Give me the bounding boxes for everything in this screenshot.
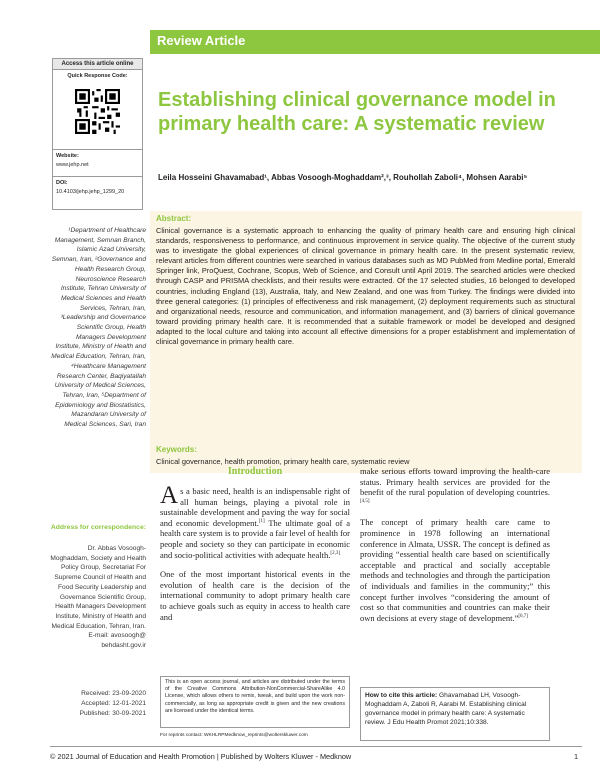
- footer-divider: [50, 746, 582, 747]
- abstract-text: Clinical governance is a systematic approach to enhancing the quality of primary health care and ensuring high clinical standards, responsiveness to performance, and continuous improvement in service quality. The objective of the current study was to investigate the global experiences of clinical governance in primary health care. In the present systematic review, relevant articles from different countries were searched in various databases such as MD PubMed from Medline portal, Emerald Springer link, ProQuest, Cochrane, Scopus, Web of Science, and Consult until April 2019. The searched articles were checked through CASP and PRISMA checklists, and their results were extracted. Of the 17 selected studies, 16 belonged to developed countries, including England (13), Australia, Italy, and New Zealand, and one was from Turkey. The findings were divided into three general categories: (1) principles of effectiveness and risk management, (2) deployment requirements such as structural and organizational needs, resource and communication, and information management, and (3) barriers of clinical governance toward providing primary health care. It is recommended that a suitable framework or model be developed and designed adapted to the local culture and taking into account all effective dimensions for a proper establishment and implementation of clinical governance in primary health care.: [156, 226, 575, 347]
- body-column-left: [160, 482, 350, 631]
- qr-label: Quick Response Code:: [67, 73, 128, 79]
- drop-cap: A: [160, 482, 179, 509]
- citation-box: [360, 687, 550, 741]
- license-box: This is an open access journal, and articles are distributed under the terms of the Creative Commons Attribution-NonCommercial-ShareAlike 4.0 License, which allows others to remix, tweak, and build upon the work non-commercially, as long as appropriate credit is given and the new creations are licensed under the identical terms.: [160, 676, 350, 728]
- keywords-label: Keywords:: [156, 445, 197, 454]
- page-number: 1: [574, 752, 579, 761]
- body-column-right: [360, 466, 550, 632]
- paragraph: As a basic need, health is an indispensable right of all human beings, playing a pivotal role in sustainable development and paving the way for social and economic development.[1] The ultimate goal of a health care system is to provide a fair level of health for people and society so they can participate in economic and socio-political activities with adequate health.[2,3]: [160, 482, 350, 560]
- doi-link[interactable]: 10.4103/jehp.jehp_1299_20: [56, 189, 125, 195]
- website-link[interactable]: www.jehp.net: [56, 162, 89, 168]
- reprints-contact: For reprints contact: WKHLRPMedknow_reprints@wolterskluwer.com: [160, 733, 308, 738]
- cite-label: How to cite this article:: [365, 692, 438, 699]
- paragraph: make serious efforts toward improving the health-care status. Primary health services are provided for the benefit of the rural population of developing countries.[4,5]: [360, 466, 550, 504]
- doi-label: DOI:: [56, 180, 68, 186]
- accepted-date: Accepted: 12-01-2021: [81, 700, 146, 707]
- footer-text: © 2021 Journal of Education and Health Promotion | Published by Wolters Kluwer - Medknow: [50, 752, 352, 761]
- section-label: Review Article: [157, 33, 246, 48]
- citation-ref[interactable]: [4,5]: [360, 498, 370, 504]
- cite-text: Ghavamabad LH, Vosoogh-Moghaddam A, Zaboli R, Aarabi M. Establishing clinical governance model in primary health care: A systematic review. J Edu Health Promot 2021;10:338.: [365, 692, 527, 726]
- access-divider: [53, 176, 142, 177]
- paragraph: The concept of primary health care came to prominence in 1978 following an international conference in Almata, USSR. The concept is defined as providing “essential health care based on scientifically acceptable and practical and socially acceptable methods and technologies and through the participation of individuals and families in the community;” this concept further involves “considering the amount of cost so that communities and countries can make their own decisions at every stage of development.”[6,7]: [360, 517, 550, 623]
- citation-ref[interactable]: [2,3]: [330, 550, 341, 556]
- abstract-box: [150, 211, 582, 473]
- citation-ref[interactable]: [6,7]: [518, 613, 528, 619]
- correspondence-text: Dr. Abbas Vosoogh-Moghaddam, Society and Health Policy Group, Secretariat For Supreme Council of Health and Food Security Leadership and Governance Scientific Group, Health Managers Development Institute, Ministry of Health and Medical Education, Tehran, Iran. E-mail: avosoogh@ behdasht.gov.ir: [50, 545, 146, 650]
- keywords-text: Clinical governance, health promotion, primary health care, systematic review: [156, 457, 410, 466]
- website-label: Website:: [56, 153, 79, 159]
- access-box: [52, 58, 143, 210]
- introduction-heading: Introduction: [227, 466, 283, 477]
- correspondence-label: Address for correspondence:: [50, 524, 146, 531]
- article-dates: [50, 689, 146, 719]
- article-title: Establishing clinical governance model in primary health care: A systematic review: [158, 89, 556, 135]
- citation-ref[interactable]: [1]: [258, 518, 265, 524]
- access-divider: [53, 149, 142, 150]
- section-banner: [150, 30, 600, 54]
- published-date: Published: 30-09-2021: [79, 710, 146, 717]
- received-date: Received: 23-09-2020: [81, 690, 146, 697]
- paragraph: One of the most important historical events in the evolution of health care is the decision of the international community to adopt primary health care to achieve goals such as equity in access to health care and: [160, 569, 350, 622]
- author-list: Leila Hosseini Ghavamabad¹, Abbas Vosoogh-Moghaddam²,³, Rouhollah Zaboli⁴, Mohsen Aarabi⁵: [158, 173, 528, 182]
- qr-code-icon[interactable]: [75, 89, 120, 134]
- abstract-label: Abstract:: [156, 214, 192, 223]
- affiliations: ¹Department of Healthcare Management, Semnan Branch, Islamic Azad University, Semnan, Iran, ²Governance and Health Research Group, Neuroscience Research Institute, Tehran University of Medical Sciences and Health Services, Tehran, Iran, ³Leadership and Governance Scientific Group, Health Managers Development Institute, Ministry of Health and Medical Education, Tehran, Iran, ⁴Healthcare Management Research Center, Baqiyatallah University of Medical Sciences, Tehran, Iran, ⁵Department of Epidemiology and Biostatistics, Mazandaran University of Medical Sciences, Sari, Iran: [51, 227, 146, 429]
- access-title: Access this article online: [53, 59, 142, 70]
